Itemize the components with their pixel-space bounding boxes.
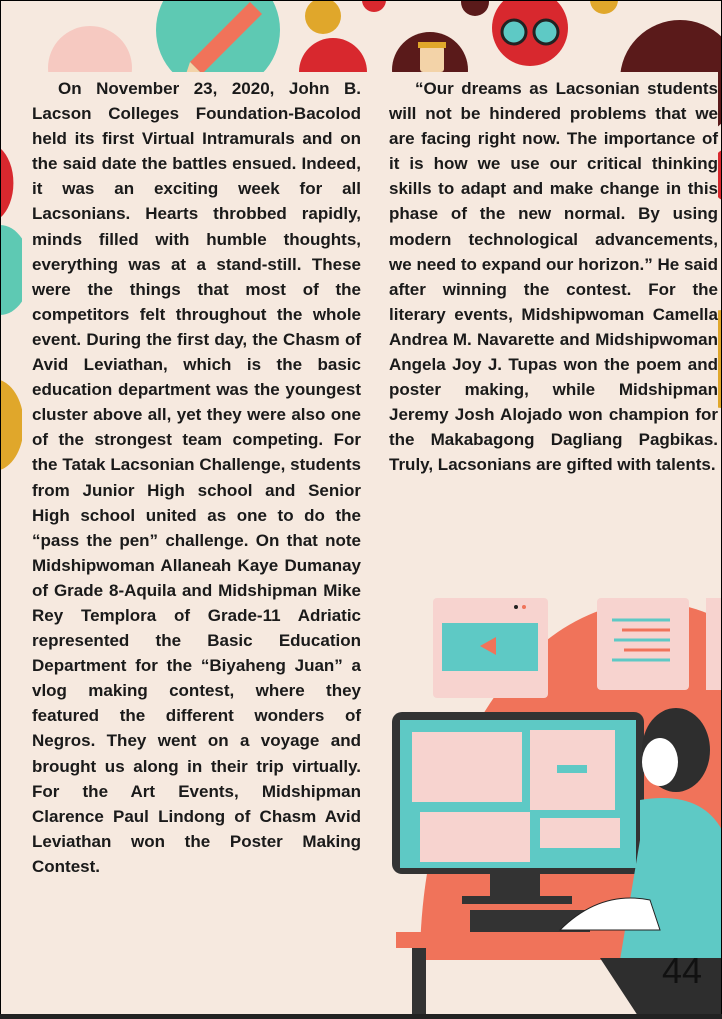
article-column-right bbox=[389, 76, 718, 478]
desk-leg bbox=[412, 948, 426, 1018]
article-column-left bbox=[32, 76, 361, 879]
video-window-card bbox=[433, 598, 548, 698]
partial-window-card bbox=[706, 598, 722, 690]
code-window-card bbox=[597, 598, 689, 690]
page-number: 44 bbox=[661, 950, 702, 991]
article-paragraph-right: “Our dreams as Lacsonian students will not be hindered problems that we are facing right now. The importance of it is how we use our critical thinking skills to adapt and make change in this phase of the new normal. By using modern technological advancements, we need to expand our horizon.” He said after winning the contest. For the literary events, Midshipwoman Camella Andrea M. Navarette and Midshipwoman Angela Joy J. Tupas won the poem and poster making, while Midshipman Jeremy Josh Alojado won champion for the Makabagong Dagliang Pagbikas. Truly, Lacsonians are gifted with talents. bbox=[389, 79, 718, 475]
article-paragraph-left: On November 23, 2020, John B. Lacson Colleges Foundation-Bacolod held its first Virtual Intramurals and on the said date the battles ensued. Indeed, it was an exciting week for all Lacsonians. Hearts throbbed rapidly, minds filled with humble thoughts, everything was at a stand-still. These were the things that most of the competitors felt throughout the whole event. During the first day, the Chasm of Avid Leviathan, which is the basic education department was the youngest cluster above all, yet they were also one of the strongest team competing. For the Tatak Lacsonian Challenge, students from Junior High school and Senior High school united as one to do the “pass the pen” challenge. On that note Midshipwoman Allaneah Kaye Dumanay of Grade 8-Aquila and Midshipman Mike Rey Templora of Grade-11 Adriatic represented the Basic Education Department for the “Biyaheng Juan” a vlog making contest, where they featured the different wonders of Negros. They went on a voyage and brought us along in their trip virtually. For the Art Events, Midshipman Clarence Paul Lindong of Chasm Avid Leviathan won the Poster Making Contest. bbox=[32, 79, 361, 876]
bottom-bar bbox=[0, 1014, 722, 1019]
